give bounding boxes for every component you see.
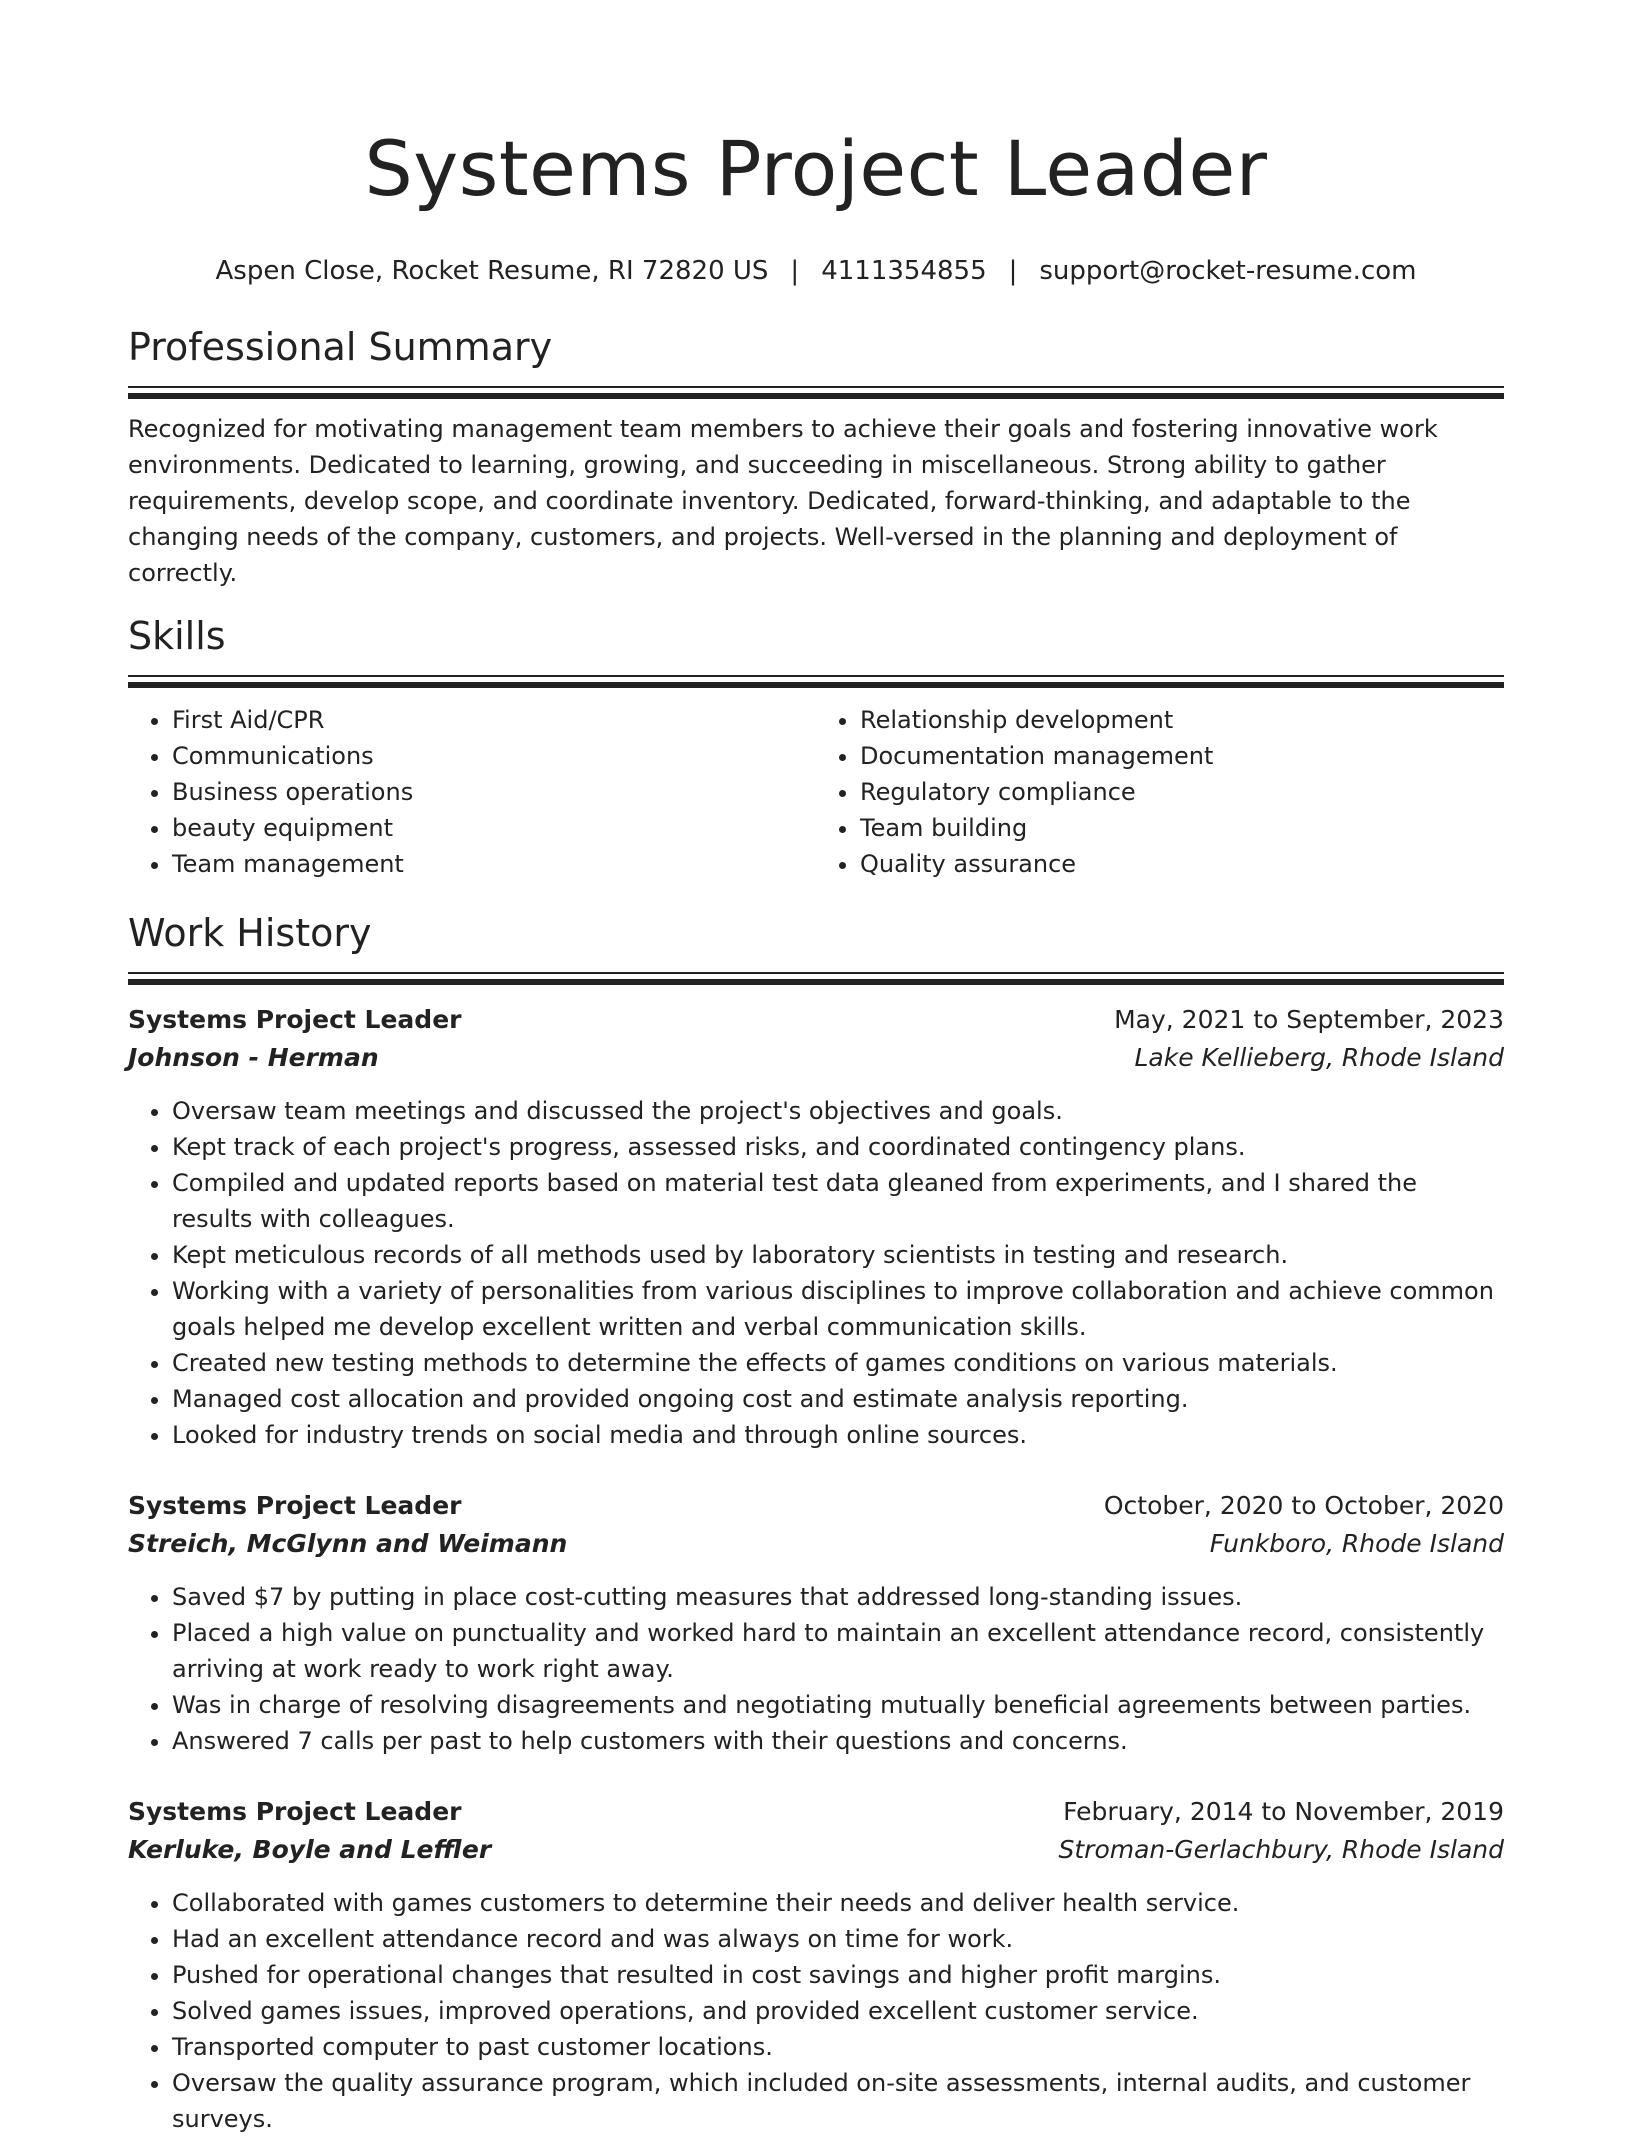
- job-bullet: • Transported computer to past customer locations.: [172, 2029, 1504, 2065]
- job-bullets: [128, 1093, 1504, 1453]
- job-dates: October, 2020 to October, 2020: [1103, 1491, 1504, 1520]
- job-location: Stroman-Gerlachbury, Rhode Island: [1058, 1835, 1504, 1864]
- contact-line: [128, 254, 1504, 288]
- job-entry: [128, 1793, 1504, 2137]
- job-bullet: • Kept meticulous records of all methods used by laboratory scientists in testing and research.: [172, 1237, 1504, 1273]
- job-bullet: • Oversaw team meetings and discussed the project's objectives and goals.: [172, 1093, 1504, 1129]
- summary-heading: Professional Summary: [128, 325, 553, 369]
- job-bullet: • Answered 7 calls per past to help customers with their questions and concerns.: [172, 1723, 1504, 1759]
- job-bullet: • Created new testing methods to determine the effects of games conditions on various materials.: [172, 1345, 1504, 1381]
- skill-item: • beauty equipment: [172, 810, 816, 846]
- job-company: Kerluke, Boyle and Leffler: [128, 1835, 492, 1864]
- skills-list-left: [128, 702, 816, 882]
- work-heading: Work History: [128, 911, 372, 955]
- section-divider: [128, 386, 1504, 399]
- skills-section: [128, 611, 1504, 882]
- job-title: Systems Project Leader: [128, 1797, 462, 1826]
- section-divider: [128, 675, 1504, 688]
- job-company: Streich, McGlynn and Weimann: [128, 1529, 568, 1558]
- skill-item: • Quality assurance: [860, 846, 1504, 882]
- contact-address: Aspen Close, Rocket Resume, RI 72820 US: [215, 256, 769, 286]
- skill-item: • Team management: [172, 846, 816, 882]
- job-subheader: [128, 1039, 1504, 1077]
- job-bullet: • Managed cost allocation and provided ongoing cost and estimate analysis reporting.: [172, 1381, 1504, 1417]
- job-bullet: • Was in charge of resolving disagreements and negotiating mutually beneficial agreements between parties.: [172, 1687, 1504, 1723]
- skill-item: • First Aid/CPR: [172, 702, 816, 738]
- contact-email: support@rocket-resume.com: [1039, 256, 1417, 286]
- job-dates: May, 2021 to September, 2023: [1114, 1005, 1504, 1034]
- job-location: Lake Kellieberg, Rhode Island: [1134, 1043, 1504, 1072]
- skills-grid: [128, 702, 1504, 882]
- resume-name: Systems Project Leader: [364, 124, 1268, 213]
- job-bullet: • Working with a variety of personalities from various disciplines to improve collaboration and achieve common goals helped me develop excellent written and verbal communication skills.: [172, 1273, 1504, 1345]
- skill-item: • Team building: [860, 810, 1504, 846]
- job-subheader: [128, 1525, 1504, 1563]
- job-bullet: • Compiled and updated reports based on material test data gleaned from experiments, and I shared the results with colleagues.: [172, 1165, 1504, 1237]
- job-title: Systems Project Leader: [128, 1005, 462, 1034]
- work-section: [128, 908, 1504, 2137]
- job-bullets: [128, 1885, 1504, 2137]
- job-company: Johnson - Herman: [128, 1043, 379, 1072]
- contact-separator: |: [1008, 256, 1018, 286]
- job-bullet: • Looked for industry trends on social media and through online sources.: [172, 1417, 1504, 1453]
- job-header: [128, 1793, 1504, 1831]
- job-bullet: • Saved $7 by putting in place cost-cutting measures that addressed long-standing issues.: [172, 1579, 1504, 1615]
- job-bullet: • Pushed for operational changes that resulted in cost savings and higher profit margins.: [172, 1957, 1504, 1993]
- job-bullet: • Collaborated with games customers to determine their needs and deliver health service.: [172, 1885, 1504, 1921]
- job-location: Funkboro, Rhode Island: [1209, 1529, 1504, 1558]
- job-entry: [128, 1487, 1504, 1759]
- job-dates: February, 2014 to November, 2019: [1063, 1797, 1504, 1826]
- job-bullet: • Solved games issues, improved operations, and provided excellent customer service.: [172, 1993, 1504, 2029]
- job-header: [128, 1001, 1504, 1039]
- job-bullet: • Placed a high value on punctuality and worked hard to maintain an excellent attendance record, consistently arriving at work ready to work right away.: [172, 1615, 1504, 1687]
- job-bullets: [128, 1579, 1504, 1759]
- skill-item: • Business operations: [172, 774, 816, 810]
- contact-phone: 4111354855: [821, 256, 987, 286]
- skill-item: • Communications: [172, 738, 816, 774]
- summary-text: Recognized for motivating management team members to achieve their goals and fostering innovative work environments. Dedicated to learning, growing, and succeeding in miscellaneous. Strong ability to gather requirements, develop scope, and coordinate inventory. Dedicated, forward-thinking, and adaptable to the changing needs of the company, customers, and projects. Well-versed in the planning and deployment of correctly.: [128, 415, 1438, 587]
- contact-separator: |: [790, 256, 800, 286]
- summary-section: [128, 322, 1504, 591]
- section-divider: [128, 972, 1504, 985]
- job-bullet: • Had an excellent attendance record and was always on time for work.: [172, 1921, 1504, 1957]
- job-bullet: • Oversaw the quality assurance program, which included on-site assessments, internal audits, and customer surveys.: [172, 2065, 1504, 2137]
- skill-item: • Regulatory compliance: [860, 774, 1504, 810]
- skills-heading: Skills: [128, 614, 226, 658]
- job-title: Systems Project Leader: [128, 1491, 462, 1520]
- skill-item: • Relationship development: [860, 702, 1504, 738]
- job-header: [128, 1487, 1504, 1525]
- job-entry: [128, 1001, 1504, 1453]
- job-bullet: • Kept track of each project's progress, assessed risks, and coordinated contingency plans.: [172, 1129, 1504, 1165]
- skills-list-right: [816, 702, 1504, 882]
- job-subheader: [128, 1831, 1504, 1869]
- skill-item: • Documentation management: [860, 738, 1504, 774]
